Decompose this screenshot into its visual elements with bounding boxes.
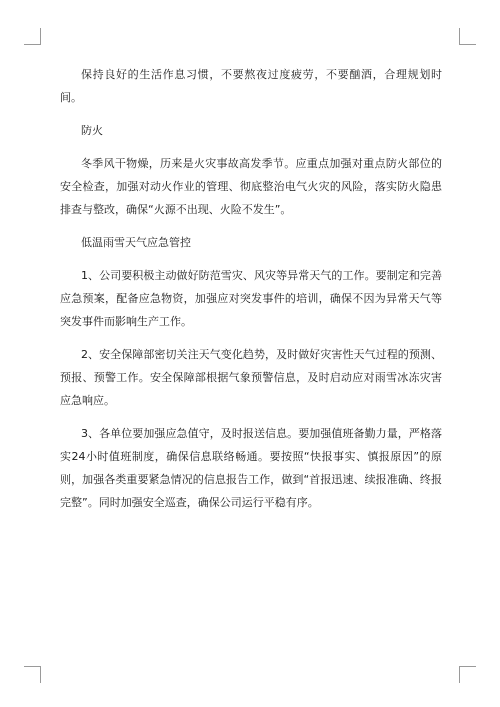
heading-fire-prevention: 防火	[81, 124, 103, 137]
crop-mark-bottom-right	[459, 666, 476, 683]
paragraph-item-1: 1、公司要积极主动做好防范雪灾、风灾等异常天气的工作。要制定和完善应急预案，配备应急物资，加强应对突发事件的培训，确保不因为异常天气等突发事件而影响生产工作。	[60, 269, 442, 328]
document-body	[60, 63, 442, 514]
crop-mark-top-left	[24, 28, 41, 45]
heading-cold-weather: 低温雨雪天气应急管控	[81, 236, 191, 249]
paragraph-fire-prevention: 冬季风干物燥，历来是火灾事故高发季节。应重点加强对重点防火部位的安全检查，加强对动火作业的管理、彻底整治电气火灾的风险，落实防火隐患排查与整改，确保“火源不出现、火险不发生”。	[60, 157, 442, 216]
paragraph-item-2: 2、安全保障部密切关注天气变化趋势，及时做好灾害性天气过程的预测、预报、预警工作。安全保障部根据气象预警信息，及时启动应对雨雪冰冻灾害应急响应。	[60, 348, 442, 407]
crop-mark-top-right	[459, 28, 476, 45]
crop-mark-bottom-left	[24, 666, 41, 683]
paragraph-lifestyle: 保持良好的生活作息习惯，不要熬夜过度疲劳，不要酗酒，合理规划时间。	[60, 68, 442, 104]
paragraph-item-3: 3、各单位要加强应急值守，及时报送信息。要加强值班备勤力量，严格落实24小时值班制度，确保信息联络畅通。要按照“快报事实、慎报原因”的原则，加强各类重要紧急情况的信息报告工作，做到“首报迅速、续报准确、终报完整”。同时加强安全巡查，确保公司运行平稳有序。	[60, 427, 442, 509]
